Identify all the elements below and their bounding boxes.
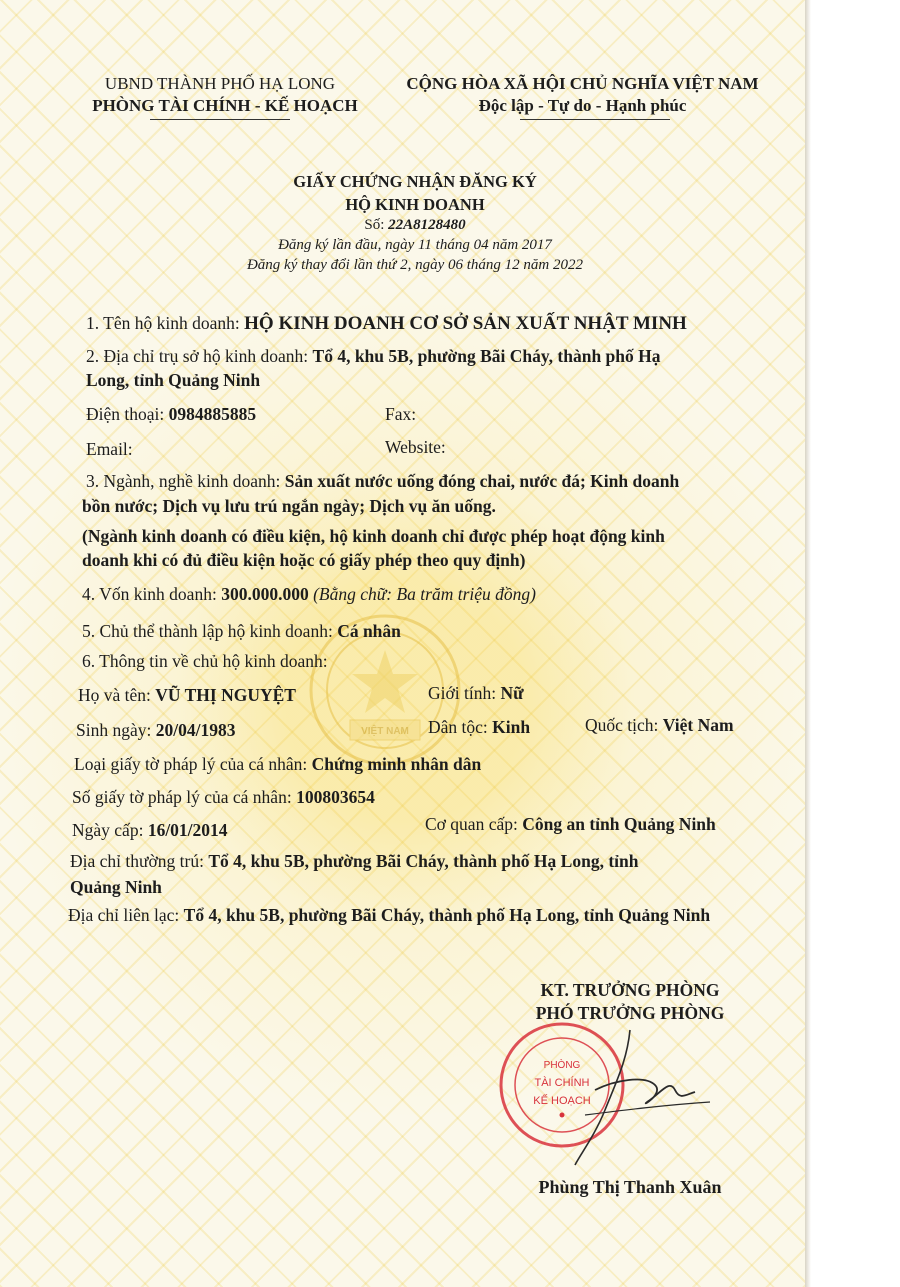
page-edge	[805, 0, 811, 1287]
owner-name-row: Họ và tên: VŨ THỊ NGUYỆT	[78, 685, 296, 705]
owner-gender-row: Giới tính: Nữ	[428, 683, 524, 703]
permanent-address-row: Địa chỉ thường trú: Tổ 4, khu 5B, phường Bãi Cháy, thành phố Hạ Long, tỉnh	[70, 851, 639, 871]
business-address-row-2: Long, tỉnh Quảng Ninh	[86, 370, 261, 390]
title-line2: HỘ KINH DOANH	[345, 195, 485, 214]
motto: Độc lập - Tự do - Hạnh phúc	[478, 96, 687, 115]
capital-row: 4. Vốn kinh doanh: 300.000.000 (Bằng chữ: Ba trăm triệu đồng)	[82, 584, 536, 604]
business-address-row: 2. Địa chỉ trụ sở hộ kinh doanh: Tổ 4, khu 5B, phường Bãi Cháy, thành phố Hạ	[86, 346, 661, 366]
website-label: Website:	[385, 437, 446, 457]
svg-text:TÀI CHÍNH: TÀI CHÍNH	[534, 1077, 590, 1089]
business-name-row: 1. Tên hộ kinh doanh: HỘ KINH DOANH CƠ SỞ SẢN XUẤT NHẬT MINH	[86, 313, 687, 334]
title-line1: GIẤY CHỨNG NHẬN ĐĂNG KÝ	[293, 172, 537, 191]
founder-row: 5. Chủ thể thành lập hộ kinh doanh: Cá nhân	[82, 621, 401, 641]
phone-row: Điện thoại: 0984885885	[86, 404, 257, 424]
signer-name: Phùng Thị Thanh Xuân	[538, 1177, 722, 1197]
email-label: Email:	[86, 439, 133, 459]
issuer-row: Cơ quan cấp: Công an tỉnh Quảng Ninh	[425, 814, 716, 834]
svg-text:VIỆT NAM: VIỆT NAM	[361, 726, 409, 737]
fax-label: Fax:	[385, 404, 417, 424]
svg-text:PHÒNG: PHÒNG	[543, 1060, 581, 1071]
department-name: PHÒNG TÀI CHÍNH - KẾ HOẠCH	[92, 96, 358, 115]
business-name-value: HỘ KINH DOANH CƠ SỞ SẢN XUẤT NHẬT MINH	[244, 313, 687, 334]
handwritten-signature-icon	[535, 1020, 715, 1170]
contact-address-row: Địa chỉ liên lạc: Tổ 4, khu 5B, phường Bãi Cháy, thành phố Hạ Long, tỉnh Quảng Ninh	[68, 905, 711, 925]
sector-row: 3. Ngành, nghề kinh doanh: Sản xuất nước uống đóng chai, nước đá; Kinh doanh	[86, 471, 680, 491]
permanent-address-row-2: Quảng Ninh	[70, 877, 162, 897]
sector-note-2: doanh khi có đủ điều kiện hoặc có giấy phép theo quy định)	[82, 550, 526, 570]
sector-row-2: bồn nước; Dịch vụ lưu trú ngắn ngày; Dịch vụ ăn uống.	[82, 496, 496, 516]
sector-note-1: (Ngành kinh doanh có điều kiện, hộ kinh doanh chỉ được phép hoạt động kinh	[82, 526, 665, 546]
id-type-row: Loại giấy tờ pháp lý của cá nhân: Chứng minh nhân dân	[74, 754, 482, 774]
svg-text:KẾ HOẠCH: KẾ HOẠCH	[533, 1095, 591, 1107]
country-name: CỘNG HÒA XÃ HỘI CHỦ NGHĨA VIỆT NAM	[406, 74, 759, 93]
owner-dob-row: Sinh ngày: 20/04/1983	[76, 720, 236, 740]
certificate-number: Số: 22A8128480	[364, 217, 466, 233]
header-right-line2	[385, 96, 780, 116]
change-registration: Đăng ký thay đổi lần thứ 2, ngày 06 tháng 12 năm 2022	[246, 257, 584, 273]
owner-info-label: 6. Thông tin về chủ hộ kinh doanh:	[82, 651, 328, 671]
owner-nationality-row: Quốc tịch: Việt Nam	[585, 715, 734, 735]
signature-title-1: KT. TRƯỞNG PHÒNG	[540, 980, 720, 1000]
signature-title-2: PHÓ TRƯỞNG PHÒNG	[535, 1003, 725, 1023]
owner-ethnicity-row: Dân tộc: Kinh	[428, 717, 531, 737]
issue-date-row: Ngày cấp: 16/01/2014	[72, 820, 228, 840]
header-left-line2	[80, 96, 370, 116]
first-registration: Đăng ký lần đầu, ngày 11 tháng 04 năm 2017	[278, 237, 552, 253]
header-right-rule	[520, 119, 670, 120]
header-left-line1: UBND THÀNH PHỐ HẠ LONG	[104, 74, 336, 93]
header-right-line1	[385, 74, 780, 94]
id-number-row: Số giấy tờ pháp lý của cá nhân: 100803654	[72, 787, 375, 807]
header-left-rule	[150, 119, 290, 120]
